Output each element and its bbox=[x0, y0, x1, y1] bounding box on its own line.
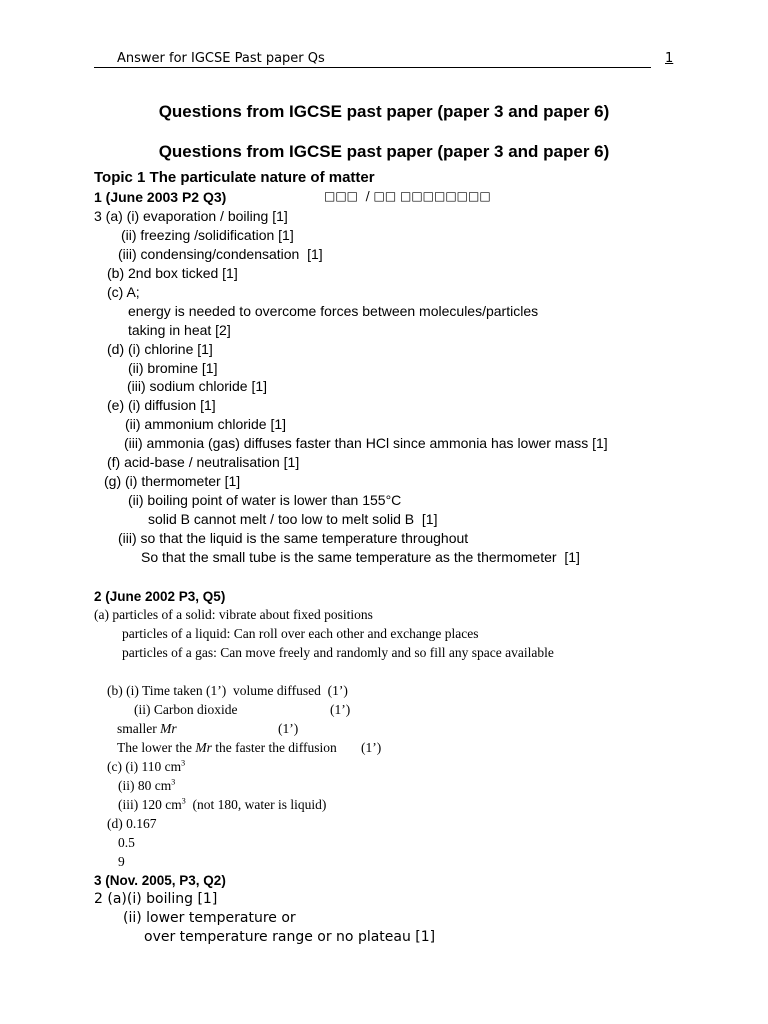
answer-line: 2 (a)(i) boiling [1] bbox=[94, 891, 218, 907]
superscript: 3 bbox=[171, 777, 176, 787]
answer-text: smaller bbox=[117, 721, 161, 736]
answer-line: (b) 2nd box ticked [1] bbox=[107, 265, 238, 281]
molar-mass-symbol: Mr bbox=[160, 721, 177, 736]
answer-text: (iii) 120 cm bbox=[118, 797, 182, 812]
mark-allocation: (1’) bbox=[330, 702, 351, 717]
answer-line bbox=[107, 760, 185, 774]
answer-line: (iii) ammonia (gas) diffuses faster than HCl since ammonia has lower mass [1] bbox=[124, 435, 608, 451]
answer-line: 9 bbox=[118, 854, 125, 869]
answer-line: 3 (a) (i) evaporation / boiling [1] bbox=[94, 208, 288, 224]
answer-line bbox=[117, 722, 177, 736]
garbled-text: □□□ / □□ □□□□□□□□ bbox=[324, 189, 491, 203]
answer-line: (d) 0.167 bbox=[107, 816, 157, 831]
page-number: 1 bbox=[665, 51, 674, 66]
answer-line: (ii) boiling point of water is lower than 155°C bbox=[128, 492, 402, 508]
question-heading: 1 (June 2003 P2 Q3) bbox=[94, 189, 227, 205]
answer-line: (ii) ammonium chloride [1] bbox=[125, 416, 287, 432]
topic-heading: Topic 1 The particulate nature of matter bbox=[94, 169, 375, 186]
answer-line: energy is needed to overcome forces between molecules/particles bbox=[128, 303, 539, 319]
answer-line: solid B cannot melt / too low to melt solid B [1] bbox=[148, 511, 438, 527]
answer-line: particles of a gas: Can move freely and randomly and so fill any space available bbox=[122, 645, 554, 660]
answer-line bbox=[118, 798, 326, 812]
mark-allocation: (1’) bbox=[361, 740, 382, 755]
answer-text: The lower the bbox=[117, 740, 196, 755]
answer-text: (c) (i) 110 cm bbox=[107, 759, 182, 774]
answer-line: (e) (i) diffusion [1] bbox=[107, 397, 216, 413]
document-title-repeat: Questions from IGCSE past paper (paper 3 and paper 6) bbox=[158, 142, 610, 161]
answer-text: (not 180, water is liquid) bbox=[185, 797, 327, 812]
answer-line: taking in heat [2] bbox=[128, 322, 231, 338]
superscript: 3 bbox=[181, 796, 186, 806]
question-heading: 3 (Nov. 2005, P3, Q2) bbox=[94, 873, 226, 888]
question-heading: 2 (June 2002 P3, Q5) bbox=[94, 589, 226, 604]
answer-line: (a) particles of a solid: vibrate about fixed positions bbox=[94, 607, 373, 622]
superscript: 3 bbox=[181, 758, 186, 768]
answer-line: (b) (i) Time taken (1’) volume diffused (1’) bbox=[107, 683, 348, 698]
document-title: Questions from IGCSE past paper (paper 3 and paper 6) bbox=[158, 102, 610, 121]
answer-line: (d) (i) chlorine [1] bbox=[107, 341, 213, 357]
answer-line: (iii) so that the liquid is the same temperature throughout bbox=[118, 530, 469, 546]
answer-text: the faster the diffusion bbox=[211, 740, 337, 755]
answer-line: So that the small tube is the same temperature as the thermometer [1] bbox=[141, 549, 580, 565]
answer-line: (ii) bromine [1] bbox=[128, 360, 218, 376]
running-header: Answer for IGCSE Past paper Qs bbox=[117, 51, 325, 66]
molar-mass-symbol: Mr bbox=[195, 740, 212, 755]
answer-line: 0.5 bbox=[118, 835, 135, 850]
answer-line: (iii) sodium chloride [1] bbox=[127, 378, 268, 394]
answer-line bbox=[117, 741, 337, 755]
answer-text: (ii) 80 cm bbox=[118, 778, 172, 793]
answer-line: (g) (i) thermometer [1] bbox=[104, 473, 241, 489]
answer-line: (ii) freezing /solidification [1] bbox=[121, 227, 294, 243]
answer-line: (ii) lower temperature or bbox=[123, 910, 296, 926]
header-rule bbox=[94, 67, 651, 68]
answer-line: particles of a liquid: Can roll over each other and exchange places bbox=[122, 626, 479, 641]
answer-line: (ii) Carbon dioxide bbox=[134, 702, 238, 717]
answer-line: (c) A; bbox=[107, 284, 140, 300]
answer-line: (iii) condensing/condensation [1] bbox=[118, 246, 323, 262]
mark-allocation: (1’) bbox=[278, 721, 299, 736]
answer-line: over temperature range or no plateau [1] bbox=[144, 929, 436, 945]
answer-line: (f) acid-base / neutralisation [1] bbox=[107, 454, 300, 470]
answer-line bbox=[118, 779, 175, 793]
